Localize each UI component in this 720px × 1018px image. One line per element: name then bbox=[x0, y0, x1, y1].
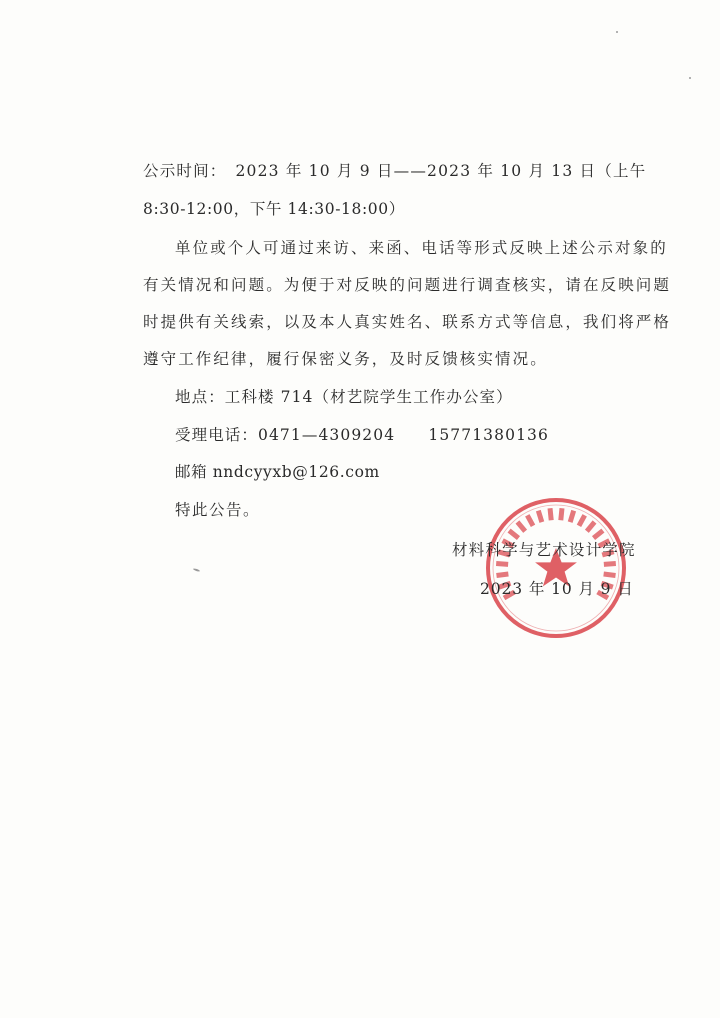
seal-ring-mark bbox=[579, 515, 585, 526]
scan-speck bbox=[616, 31, 618, 33]
seal-ring-mark bbox=[594, 531, 603, 538]
publicity-time-line: 公示时间： 2023 年 10 月 9 日——2023 年 10 月 13 日（上午 bbox=[143, 162, 647, 180]
seal-ring-mark bbox=[509, 531, 518, 538]
paragraph-line-4: 遵守工作纪律，履行保密义务，及时反馈核实情况。 bbox=[143, 350, 548, 368]
email-line: 邮箱 nndcyyxb@126.com bbox=[175, 463, 380, 481]
seal-ring-mark bbox=[550, 508, 551, 520]
seal-ring-mark bbox=[538, 511, 542, 522]
seal-ring-mark bbox=[587, 522, 595, 531]
phone-line: 受理电话：0471—4309204 15771380136 bbox=[175, 426, 549, 444]
signature-organization: 材料科学与艺术设计学院 bbox=[452, 541, 636, 559]
publicity-time-hours: 8:30-12:00，下午 14:30-18:00） bbox=[143, 200, 405, 218]
closing-line: 特此公告。 bbox=[175, 501, 261, 519]
seal-ring-mark bbox=[517, 522, 525, 531]
seal-ring-mark bbox=[496, 574, 508, 575]
seal-ring-mark bbox=[561, 508, 562, 520]
seal-ring-mark bbox=[570, 511, 574, 522]
seal-ring-mark bbox=[527, 515, 533, 526]
seal-ring-mark bbox=[496, 564, 508, 565]
location-line: 地点：工科楼 714（材艺院学生工作办公室） bbox=[175, 388, 513, 406]
seal-ring-mark bbox=[604, 574, 616, 575]
seal-ring-mark bbox=[604, 564, 616, 565]
paragraph-line-3: 时提供有关线索，以及本人真实姓名、联系方式等信息，我们将严格 bbox=[143, 313, 672, 331]
scan-speck bbox=[689, 77, 691, 79]
paragraph-line-2: 有关情况和问题。为便于对反映的问题进行调查核实，请在反映问题 bbox=[143, 276, 672, 294]
signature-date: 2023 年 10 月 9 日 bbox=[480, 580, 634, 598]
paragraph-line-1: 单位或个人可通过来访、来函、电话等形式反映上述公示对象的 bbox=[175, 239, 668, 257]
red-star-seal-icon bbox=[484, 496, 628, 640]
scan-speck bbox=[193, 568, 200, 572]
